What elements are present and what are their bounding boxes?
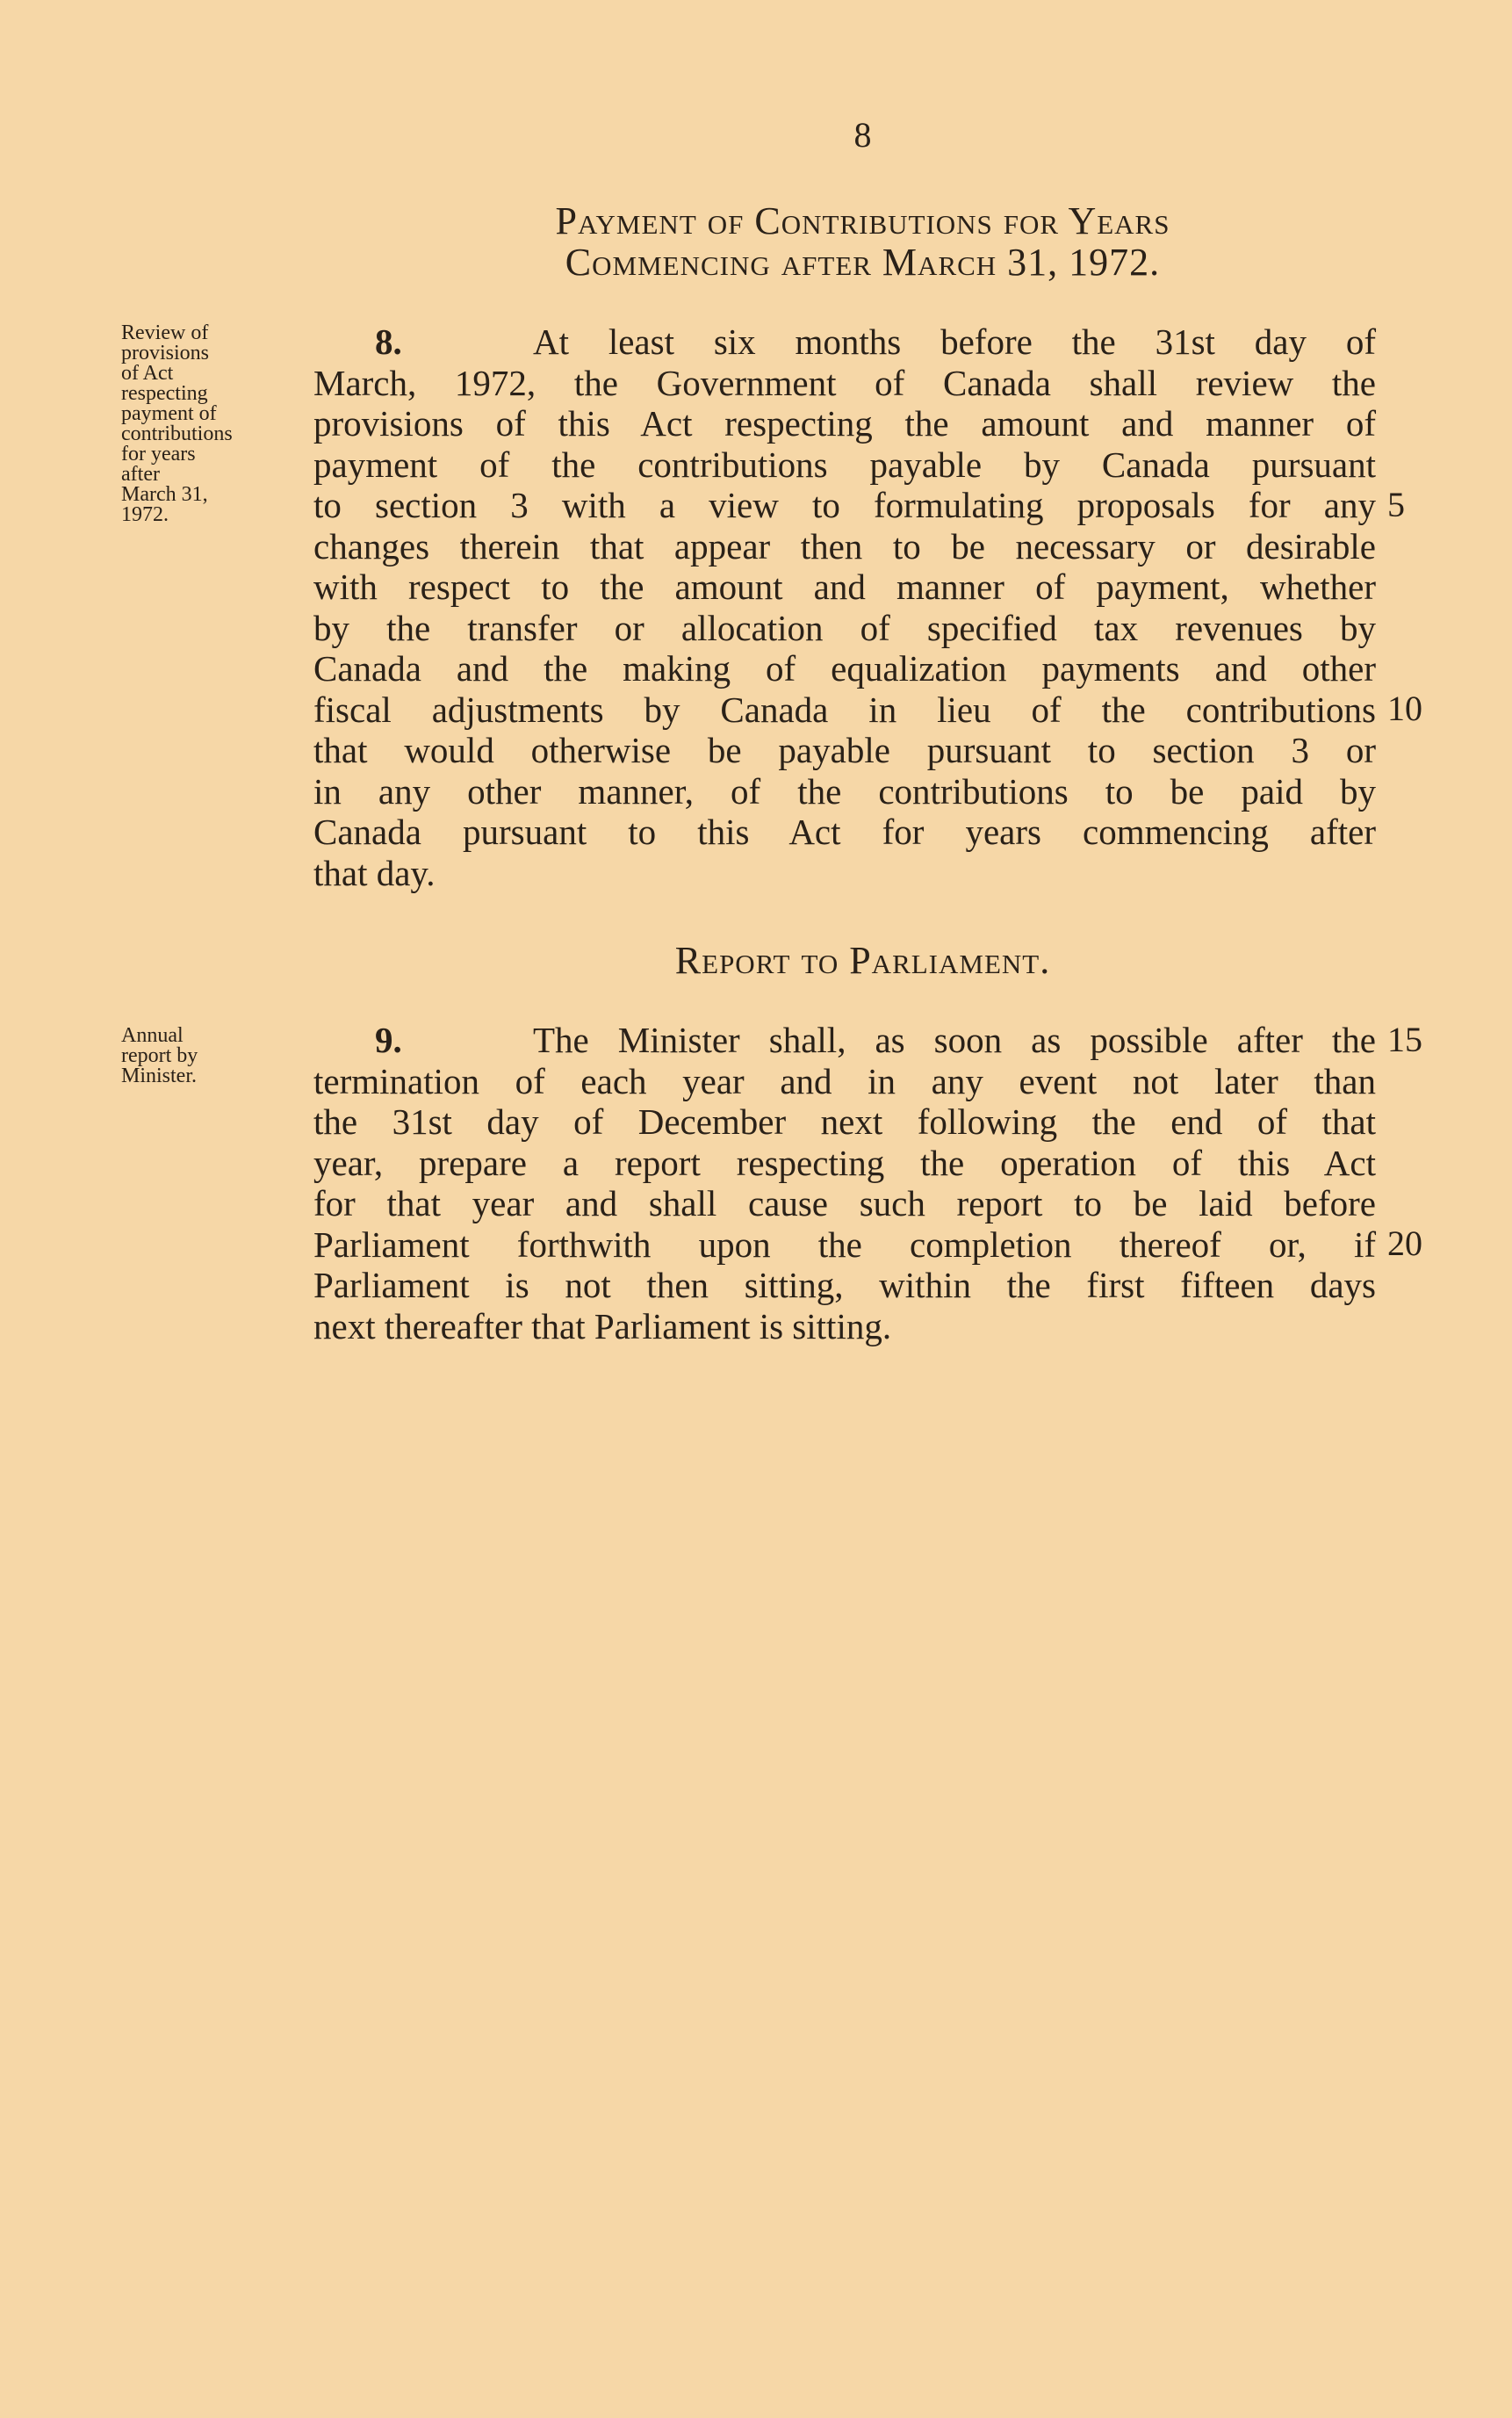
text-line: fiscal adjustments by Canada in lieu of the contributions [313, 689, 1376, 730]
marginal-note-line: for years [121, 443, 196, 466]
marginal-note-line: Minister. [121, 1065, 198, 1087]
marginal-note-line: respecting [121, 382, 208, 405]
text-line-content: At least six months before the 31st day of [533, 321, 1376, 362]
text-line: that would otherwise be payable pursuant to section 3 or [313, 730, 1376, 770]
section-number: 8. [375, 321, 402, 362]
marginal-note-line: of Act [121, 362, 174, 385]
text-line: March, 1972, the Government of Canada shall review the [313, 362, 1376, 403]
text-line: year, prepare a report respecting the operation of this Act [313, 1142, 1376, 1183]
text-line: the 31st day of December next following the end of that [313, 1101, 1376, 1142]
line-number: 15 [1387, 1020, 1422, 1059]
marginal-note [121, 1026, 198, 1086]
text-line-content: The Minister shall, as soon as possible after the [533, 1020, 1376, 1060]
text-line: next thereafter that Parliament is sitting. [313, 1305, 892, 1346]
section-heading [0, 940, 1512, 981]
text-line: for that year and shall cause such report to be laid before [313, 1183, 1376, 1223]
marginal-note-line: contributions [121, 422, 233, 445]
text-line: changes therein that appear then to be necessary or desirable [313, 525, 1376, 567]
text-line: to section 3 with a view to formulating proposals for any [313, 485, 1376, 525]
text-line [313, 1020, 1376, 1061]
text-line: termination of each year and in any event not later than [313, 1060, 1376, 1101]
text-line: Canada and the making of equalization payments and other [313, 648, 1376, 689]
marginal-note-line: 1972. [121, 503, 169, 526]
marginal-note-line: provisions [121, 342, 210, 365]
text-line: payment of the contributions payable by Canada pursuant [313, 444, 1376, 485]
text-line: in any other manner, of the contributions to be paid by [313, 770, 1376, 812]
marginal-note-line: report by [121, 1044, 198, 1067]
line-number: 5 [1387, 485, 1405, 524]
text-line: that day. [313, 852, 436, 893]
marginal-note-line: March 31, [121, 483, 208, 506]
text-line: Parliament is not then sitting, within the first fifteen days [313, 1265, 1376, 1305]
line-number: 10 [1387, 689, 1422, 728]
heading-line: Payment of Contributions for Years [555, 199, 1170, 242]
marginal-note-line: after [121, 463, 160, 486]
line-number: 20 [1387, 1223, 1422, 1263]
marginal-note-line: payment of [121, 402, 217, 425]
text-line: Canada pursuant to this Act for years commencing after [313, 812, 1376, 852]
heading-line: Commencing after March 31, 1972. [565, 241, 1161, 284]
marginal-note-line: Review of [121, 321, 209, 344]
page-number: 8 [853, 115, 872, 155]
text-line: provisions of this Act respecting the amount and manner of [313, 403, 1376, 444]
text-line: by the transfer or allocation of specified tax revenues by [313, 607, 1376, 648]
text-line: Parliament forthwith upon the completion thereof or, if [313, 1223, 1376, 1265]
text-line: with respect to the amount and manner of payment, whether [313, 567, 1376, 607]
marginal-note-line: Annual [121, 1024, 184, 1047]
section-heading [0, 200, 1512, 283]
section-number: 9. [375, 1020, 402, 1060]
section-9-body [313, 1020, 1376, 1346]
section-8-body [313, 321, 1376, 893]
marginal-note [121, 323, 233, 525]
heading-line: Report to Parliament. [674, 939, 1051, 982]
text-line [313, 321, 1376, 363]
